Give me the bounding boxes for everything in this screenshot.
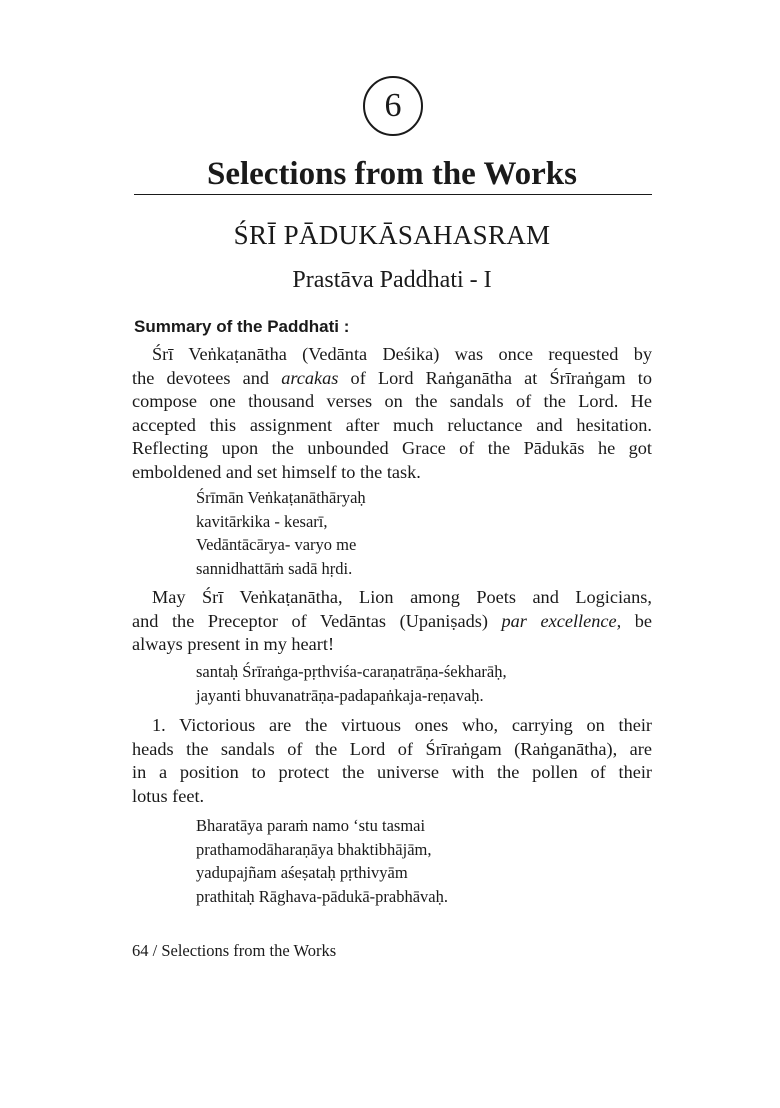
verse-line: prathitaḥ Rāghava-pādukā-prabhāvaḥ. [196, 886, 448, 906]
verse-line: yadupajñam aśeṣataḥ pṛthivyām [196, 863, 408, 882]
verse-line: prathamodāharaṇāya bhaktibhājām, [196, 839, 432, 859]
invocation-translation [132, 586, 652, 657]
verse-line: Bharatāya paraṁ namo ‘stu tasmai [196, 816, 426, 835]
verse-line: sannidhattāṁ sadā hṛdi. [196, 558, 353, 578]
title-rule [134, 194, 652, 195]
chapter-title: Selections from the Works [206, 156, 577, 192]
section-title: Prastāva Paddhati - I [292, 267, 492, 293]
paragraph-line: compose one thousand verses on the sandals of the Lord. He [132, 391, 652, 411]
paragraph-line: lotus feet. [132, 785, 205, 806]
paragraph-line: and the Preceptor of Vedāntas (Upaniṣads) par excellence, be [132, 610, 653, 631]
paragraph-line: Śrī Veṅkaṭanātha (Vedānta Deśika) was once requested by [152, 344, 652, 364]
summary-paragraph [132, 343, 652, 484]
verse-line: kavitārkika - kesarī, [196, 511, 328, 531]
verse-1-translation [132, 714, 652, 808]
paragraph-line: 1. Victorious are the virtuous ones who, carrying on their [152, 715, 652, 735]
invocation-verse [196, 486, 366, 580]
paragraph-line: in a position to protect the universe with the pollen of their [132, 762, 652, 782]
paragraph-line: always present in my heart! [132, 634, 335, 654]
paragraph-line: May Śrī Veṅkaṭanātha, Lion among Poets and Logicians, [152, 587, 652, 607]
verse-line: Vedāntācārya- varyo me [196, 535, 357, 554]
verse-1 [196, 660, 507, 707]
paragraph-line: emboldened and set himself to the task. [132, 461, 421, 482]
paragraph-line: accepted this assignment after much reluctance and hesitation. [132, 414, 652, 435]
paragraph-line: Reflecting upon the unbounded Grace of the Pādukās he got [132, 438, 652, 458]
summary-heading: Summary of the Paddhati : [134, 317, 350, 336]
paragraph-line: heads the sandals of the Lord of Śrīraṅgam (Raṅganātha), are [132, 738, 652, 759]
verse-line: jayanti bhuvanatrāṇa-padapaṅkaja-reṇavaḥ. [196, 685, 484, 705]
chapter-number-badge [363, 76, 423, 136]
verse-2 [196, 814, 448, 908]
chapter-number: 6 [384, 87, 402, 124]
page-footer: 64 / Selections from the Works [132, 941, 337, 960]
paragraph-line: the devotees and arcakas of Lord Raṅganātha at Śrīraṅgam to [132, 367, 652, 388]
verse-line: Śrīmān Veṅkaṭanāthāryaḥ [196, 488, 366, 507]
verse-line: santaḥ Śrīraṅga-pṛthviśa-caraṇatrāṇa-śekharāḥ, [196, 662, 507, 681]
work-title: ŚRĪ PĀDUKĀSAHASRAM [233, 220, 551, 250]
